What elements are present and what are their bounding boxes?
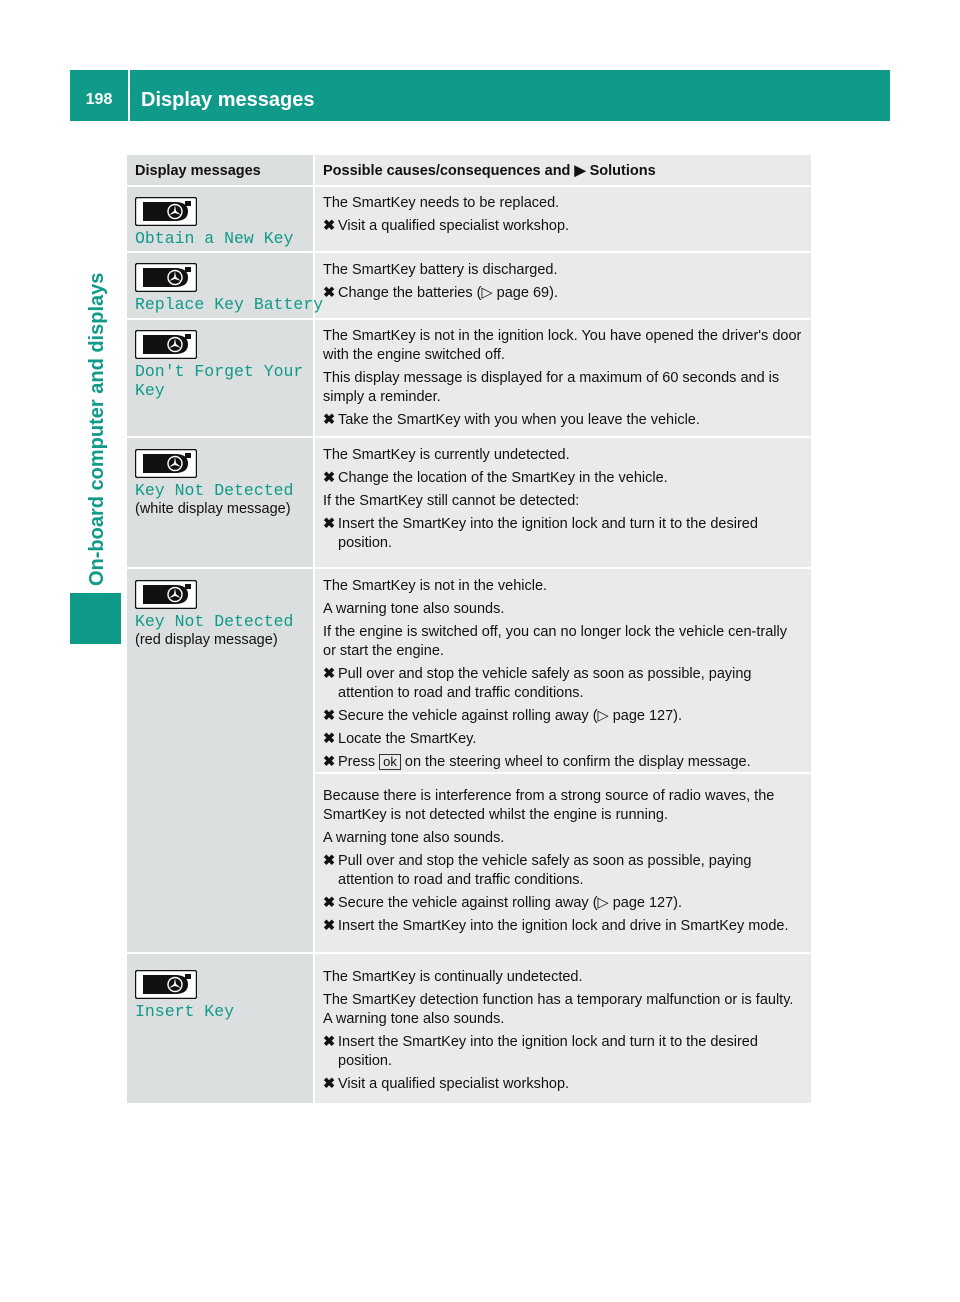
- row-divider: [127, 952, 811, 954]
- table-row-message: [135, 197, 293, 248]
- arrow-icon: ✖: [323, 285, 336, 301]
- solution-step: [323, 753, 803, 772]
- step-text: Pull over and stop the vehicle safely as soon as possible, paying attention to road and traffic conditions.: [338, 853, 752, 888]
- row-divider: [127, 567, 811, 569]
- table-row-message: [135, 580, 293, 649]
- solution-step: [323, 1033, 803, 1071]
- row-divider: [127, 185, 811, 187]
- table-row-solution: [323, 968, 803, 1098]
- arrow-icon: ✖: [323, 754, 336, 770]
- arrow-icon: ✖: [323, 1076, 336, 1092]
- display-messages-table: [127, 155, 811, 1103]
- solution-step: [323, 665, 803, 703]
- step-text: Change the location of the SmartKey in the vehicle.: [338, 470, 668, 486]
- arrow-icon: ✖: [323, 918, 336, 934]
- arrow-icon: ✖: [323, 1034, 336, 1050]
- step-text: Change the batteries (▷ page 69).: [338, 285, 558, 301]
- arrow-icon: ✖: [323, 731, 336, 747]
- ok-button-icon: ok: [379, 754, 401, 770]
- table-row-solution: [323, 327, 803, 434]
- solution-step: [323, 730, 803, 749]
- smartkey-icon: [135, 580, 197, 609]
- row-divider: [127, 436, 811, 438]
- step-text: Take the SmartKey with you when you leave the vehicle.: [338, 412, 700, 428]
- cause-text: The SmartKey is not in the vehicle.: [323, 578, 548, 594]
- solution-step: [323, 917, 803, 936]
- cause-text: Because there is interference from a strong source of radio waves, the SmartKey is not detected whilst the engine is running.: [323, 788, 775, 823]
- cause-text: The SmartKey needs to be replaced.: [323, 195, 560, 211]
- cause-text: The SmartKey battery is discharged.: [323, 262, 558, 278]
- arrow-icon: ✖: [323, 412, 336, 428]
- step-text: Press: [338, 754, 376, 770]
- table-row-message: [135, 263, 323, 314]
- table-row-solution: [323, 261, 803, 307]
- column-header-messages: Display messages: [135, 163, 261, 179]
- smartkey-icon: [135, 197, 197, 226]
- row-divider: [127, 251, 811, 253]
- step-text: Visit a qualified specialist workshop.: [338, 1076, 570, 1092]
- display-message: Don't Forget Your Key: [135, 362, 304, 400]
- smartkey-icon: [135, 263, 197, 292]
- table-row-message: [135, 970, 234, 1021]
- display-message: Obtain a New Key: [135, 229, 294, 248]
- step-text: Insert the SmartKey into the ignition lock and drive in SmartKey mode.: [338, 918, 789, 934]
- step-text: Secure the vehicle against rolling away (▷ page 127).: [338, 895, 683, 911]
- cause-text: The SmartKey is not in the ignition lock. You have opened the driver's door with the engine switched off.: [323, 328, 802, 363]
- table-row-message: [135, 330, 303, 400]
- table-row-solution: [323, 194, 803, 240]
- cause-text: If the engine is switched off, you can no longer lock the vehicle cen-trally or start the engine.: [323, 624, 787, 659]
- side-label-text: On-board computer and displays: [86, 272, 108, 586]
- solution-step: [323, 217, 803, 236]
- solution-step: [323, 894, 803, 913]
- table-row-solution: [323, 446, 803, 557]
- cause-text: The SmartKey is continually undetected.: [323, 969, 583, 985]
- step-text: Visit a qualified specialist workshop.: [338, 218, 570, 234]
- arrow-icon: ✖: [323, 470, 336, 486]
- smartkey-icon: [135, 330, 197, 359]
- step-text: Secure the vehicle against rolling away (▷ page 127).: [338, 708, 683, 724]
- solution-step: [323, 411, 803, 430]
- page-number: 198: [85, 91, 113, 108]
- solution-step: [323, 707, 803, 726]
- arrow-icon: ✖: [323, 853, 336, 869]
- cause-text: If the SmartKey still cannot be detected:: [323, 493, 580, 509]
- arrow-icon: ✖: [323, 708, 336, 724]
- smartkey-icon: [135, 449, 197, 478]
- smartkey-icon: [135, 970, 197, 999]
- step-text: Pull over and stop the vehicle safely as soon as possible, paying attention to road and traffic conditions.: [338, 666, 752, 701]
- cause-text: The SmartKey is currently undetected.: [323, 447, 570, 463]
- message-note: (red display message): [135, 632, 278, 648]
- solution-step: [323, 284, 803, 303]
- solution-step: [323, 852, 803, 890]
- cause-text: A warning tone also sounds.: [323, 830, 505, 846]
- solution-step: [323, 469, 803, 488]
- page-title: Display messages: [141, 89, 315, 111]
- step-text: Insert the SmartKey into the ignition lock and turn it to the desired position.: [338, 1034, 758, 1069]
- header-divider: [128, 70, 130, 121]
- table-row-message: [135, 449, 293, 518]
- row-divider: [127, 318, 811, 320]
- solution-step: [323, 515, 803, 553]
- column-header-solutions: Possible causes/consequences and ▶ Solutions: [323, 163, 656, 179]
- display-message: Key Not Detected: [135, 481, 294, 500]
- message-note: (white display message): [135, 501, 291, 517]
- cause-text: A warning tone also sounds.: [323, 601, 505, 617]
- cause-text: This display message is displayed for a maximum of 60 seconds and is simply a reminder.: [323, 370, 780, 405]
- display-message: Replace Key Battery: [135, 295, 324, 314]
- display-message: Key Not Detected: [135, 612, 294, 631]
- step-text: on the steering wheel to confirm the display message.: [404, 754, 751, 770]
- table-row-solution: [323, 787, 803, 940]
- step-text: Locate the SmartKey.: [338, 731, 477, 747]
- arrow-icon: ✖: [323, 666, 336, 682]
- arrow-icon: ✖: [323, 218, 336, 234]
- table-row-solution: [323, 577, 803, 776]
- solution-step: [323, 1075, 803, 1094]
- step-text: Insert the SmartKey into the ignition lock and turn it to the desired position.: [338, 516, 758, 551]
- arrow-icon: ✖: [323, 516, 336, 532]
- display-message: Insert Key: [135, 1002, 235, 1021]
- arrow-icon: ✖: [323, 895, 336, 911]
- cause-text: The SmartKey detection function has a temporary malfunction or is faulty. A warning tone also sounds.: [323, 992, 794, 1027]
- side-tab-block: [70, 593, 121, 644]
